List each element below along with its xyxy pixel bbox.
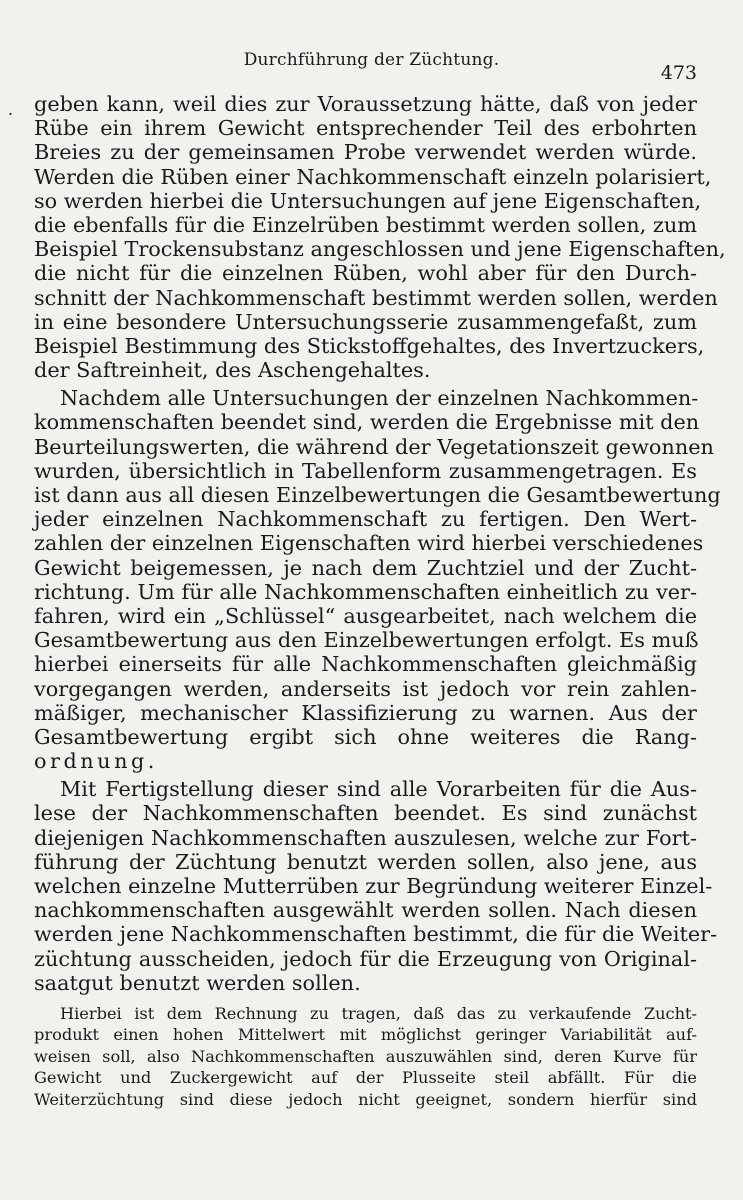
text-line: Beurteilungswerten, die während der Vegetationszeit gewonnen (34, 434, 714, 459)
running-head: Durchführung der Züchtung. (243, 50, 500, 70)
text-line: schnitt der Nachkommenschaft bestimmt werden sollen, werden (34, 285, 718, 310)
text-line: so werden hierbei die Untersuchungen auf jene Eigenschaften, (34, 188, 702, 213)
text-line: Gesamtbewertung aus den Einzelbewertungen erfolgt. Es muß (34, 628, 699, 653)
text-line: Rübe ein ihrem Gewicht entsprechender Teil des erbohrten (34, 116, 697, 141)
text-line: welchen einzelne Mutterrüben zur Begründung weiterer Einzel- (34, 874, 713, 898)
text-line: ist dann aus all diesen Einzelbewertungen die Gesamtbewertung (34, 483, 721, 507)
text-line: wurden, übersichtlich in Tabellenform zusammengetragen. Es (34, 458, 697, 483)
text-line: hierbei einerseits für alle Nachkommenschaften gleichmäßig (34, 652, 697, 677)
text-line: diejenigen Nachkommenschaften auszulesen, welche zur Fort- (34, 825, 697, 850)
footnote-line: Hierbei ist dem Rechnung zu tragen, daß das zu verkaufende Zucht- (60, 1003, 697, 1023)
text-line: Nachdem alle Untersuchungen der einzelnen Nachkommen- (60, 386, 699, 411)
margin-mark: . (8, 100, 14, 119)
text-line: kommenschaften beendet sind, werden die Ergebnisse mit den (34, 410, 700, 435)
text-line: die nicht für die einzelnen Rüben, wohl aber für den Durch- (34, 261, 697, 286)
paragraph-1 (34, 92, 726, 383)
text-line: züchtung ausscheiden, jedoch für die Erzeugung von Original- (34, 946, 697, 971)
paragraph-3 (34, 777, 718, 995)
text-line: der Saftreinheit, des Aschengehaltes. (34, 358, 431, 383)
text-line: jeder einzelnen Nachkommenschaft zu fertigen. Den Wert- (34, 507, 697, 532)
text-line: vorgegangen werden, anderseits ist jedoch vor rein zahlen- (34, 676, 697, 701)
text-line: ordnung. (34, 749, 158, 774)
text-line: die ebenfalls für die Einzelrüben bestimmt werden sollen, zum (34, 212, 697, 237)
text-line: nachkommenschaften ausgewählt werden sollen. Nach diesen (34, 898, 697, 923)
paragraph-2 (34, 386, 721, 774)
body-text (34, 92, 726, 1110)
text-line: Beispiel Trockensubstanz angeschlossen und jene Eigenschaften, (34, 237, 726, 262)
text-line: Gesamtbewertung ergibt sich ohne weiteres die Rang- (34, 724, 697, 749)
text-line: Breies zu der gemeinsamen Probe verwendet werden würde. (34, 140, 697, 165)
text-line: Mit Fertigstellung dieser sind alle Vorarbeiten für die Aus- (60, 777, 697, 802)
text-line: Gewicht beigemessen, je nach dem Zuchtziel und der Zucht- (34, 555, 697, 580)
text-line: in eine besondere Untersuchungsserie zusammengefaßt, zum (34, 309, 697, 334)
footnote-line: Gewicht und Zuckergewicht auf der Plusseite steil abfällt. Für die (34, 1068, 697, 1088)
text-line: Werden die Rüben einer Nachkommenschaft einzeln polarisiert, (34, 164, 712, 189)
text-line: fahren, wird ein „Schlüssel“ ausgearbeitet, nach welchem die (34, 603, 697, 628)
text-line: zahlen der einzelnen Eigenschaften wird hierbei verschiedenes (34, 531, 704, 556)
page-number: 473 (660, 62, 697, 84)
footnote (34, 1003, 697, 1111)
text-line: geben kann, weil dies zur Voraussetzung hätte, daß von jeder (34, 92, 697, 116)
text-line: richtung. Um für alle Nachkommenschaften einheitlich zu ver- (34, 579, 697, 604)
text-line: lese der Nachkommenschaften beendet. Es sind zunächst (34, 801, 697, 826)
footnote-line: produkt einen hohen Mittelwert mit möglichst geringer Variabilität auf- (34, 1025, 697, 1045)
text-line: werden jene Nachkommenschaften bestimmt, die für die Weiter- (34, 922, 718, 947)
text-line: Beispiel Bestimmung des Stickstoffgehaltes, des Invertzuckers, (34, 333, 705, 358)
text-line: mäßiger, mechanischer Klassifizierung zu warnen. Aus der (34, 700, 697, 725)
text-line: führung der Züchtung benutzt werden sollen, also jene, aus (34, 849, 697, 874)
text-line: saatgut benutzt werden sollen. (34, 970, 361, 995)
footnote-line: weisen soll, also Nachkommenschaften auszuwählen sind, deren Kurve für (34, 1046, 697, 1066)
footnote-line: Weiterzüchtung sind diese jedoch nicht geeignet, sondern hierfür sind (34, 1089, 697, 1109)
